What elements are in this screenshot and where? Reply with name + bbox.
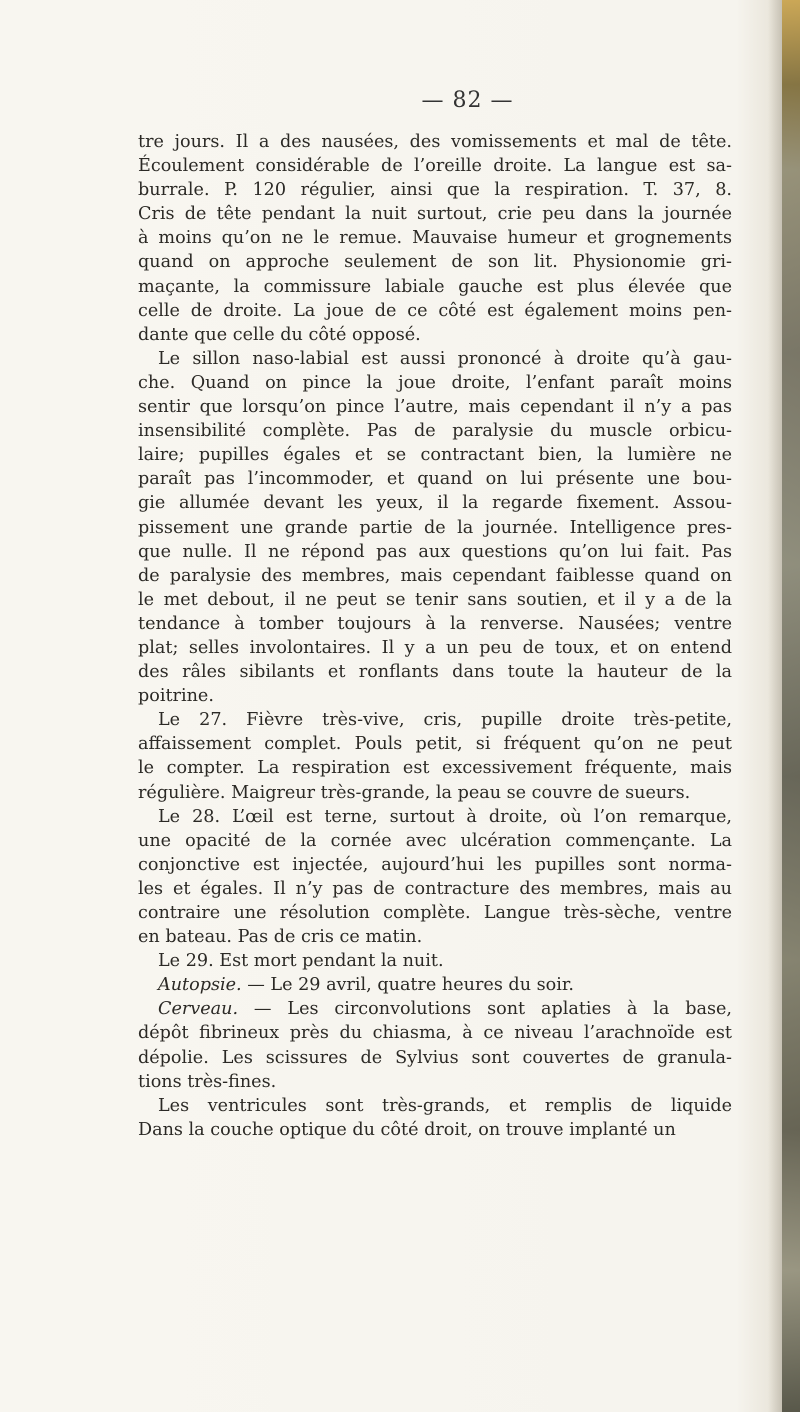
page-edge-strip [782,0,800,1412]
body-text [138,130,732,1142]
text-line: poitrine. [138,686,214,707]
text-line: dante que celle du côté opposé. [138,324,421,345]
text-line [138,973,732,997]
text-line: les et égales. Il n’y pas de contracture des membres, mais au [138,878,732,899]
text-line: quand on approche seulement de son lit. Physionomie gri- [138,252,732,273]
text-line [138,997,732,1021]
text-line: Le sillon naso-labial est aussi prononcé à droite qu’à gau- [158,348,732,369]
text-line: tre jours. Il a des nausées, des vomissements et mal de tête. [138,132,732,152]
text-line: contraire une résolution complète. Langue très-sèche, ventre [138,903,732,923]
text-line: en bateau. Pas de cris ce matin. [138,927,423,948]
text-line: paraît pas l’incommoder, et quand on lui présente une bou- [138,469,732,490]
line-rest: — Les circonvolutions sont aplaties à la base, [238,999,732,1020]
text-line: plat; selles involontaires. Il y a un peu de toux, et on entend [138,637,732,658]
text-line: Les ventricules sont très-grands, et remplis de liquide [158,1095,732,1116]
text-line: régulière. Maigreur très-grande, la peau se couvre de sueurs. [138,782,691,803]
text-line: Dans la couche optique du côté droit, on trouve implanté un [138,1119,676,1140]
paragraph [138,1094,732,1142]
text-line: conjonctive est injectée, aujourd’hui les pupilles sont norma- [138,854,732,875]
paragraph [138,130,732,347]
text-line: Cris de tête pendant la nuit surtout, crie peu dans la journée [138,204,732,225]
text-line: le met debout, il ne peut se tenir sans soutien, et il y a de la [138,589,732,610]
text-line: laire; pupilles égales et se contractant bien, la lumière ne [138,445,732,466]
text-line: tions très-fines. [138,1071,277,1092]
text-line: pissement une grande partie de la journée. Intelligence pres- [138,517,732,538]
paragraph [138,949,732,973]
text-line: une opacité de la cornée avec ulcération commençante. La [138,830,732,851]
text-line: maçante, la commissure labiale gauche est plus élevée que [138,276,732,297]
text-line: le compter. La respiration est excessivement fréquente, mais [138,758,732,779]
text-line: celle de droite. La joue de ce côté est également moins pen- [138,300,732,321]
italic-lead: Cerveau. [158,999,239,1020]
text-line: gie allumée devant les yeux, il la regarde fixement. Assou- [138,493,732,514]
line-rest: — Le 29 avril, quatre heures du soir. [241,975,574,996]
text-line: dépolie. Les scissures de Sylvius sont couvertes de granula- [138,1047,732,1068]
paragraph [138,973,732,997]
text-line: Le 29. Est mort pendant la nuit. [158,951,444,972]
page-number-text: — 82 — [421,88,514,113]
text-line: burrale. P. 120 régulier, ainsi que la respiration. T. 37, 8. [138,180,732,201]
text-line: Le 28. L’œil est terne, surtout à droite, où l’on remarque, [158,806,732,827]
paragraph [138,347,732,708]
text-line: sentir que lorsqu’on pince l’autre, mais cependant il n’y a pas [138,397,732,418]
paragraph [138,805,732,950]
text-line: dépôt fibrineux près du chiasma, à ce niveau l’arachnoïde est [138,1023,732,1044]
page-gutter-shadow [768,0,782,1412]
text-line: de paralysie des membres, mais cependant faiblesse quand on [138,565,732,586]
text-line: que nulle. Il ne répond pas aux questions qu’on lui fait. Pas [138,541,732,562]
text-line: à moins qu’on ne le remue. Mauvaise humeur et grognements [138,228,732,249]
text-line: insensibilité complète. Pas de paralysie du muscle orbicu- [138,421,732,442]
text-line: tendance à tomber toujours à la renverse. Nausées; ventre [138,613,732,634]
page-number [0,88,800,113]
text-line: che. Quand on pince la joue droite, l’enfant paraît moins [138,372,732,393]
text-line: Le 27. Fièvre très-vive, cris, pupille droite très-petite, [158,710,732,731]
italic-lead: Autopsie. [158,975,242,996]
paragraph [138,708,732,804]
text-line: des râles sibilants et ronflants dans toute la hauteur de la [138,662,732,683]
paragraph [138,997,732,1093]
text-line: Écoulement considérable de l’oreille droite. La langue est sa- [138,156,732,177]
text-line: affaissement complet. Pouls petit, si fréquent qu’on ne peut [138,734,732,755]
